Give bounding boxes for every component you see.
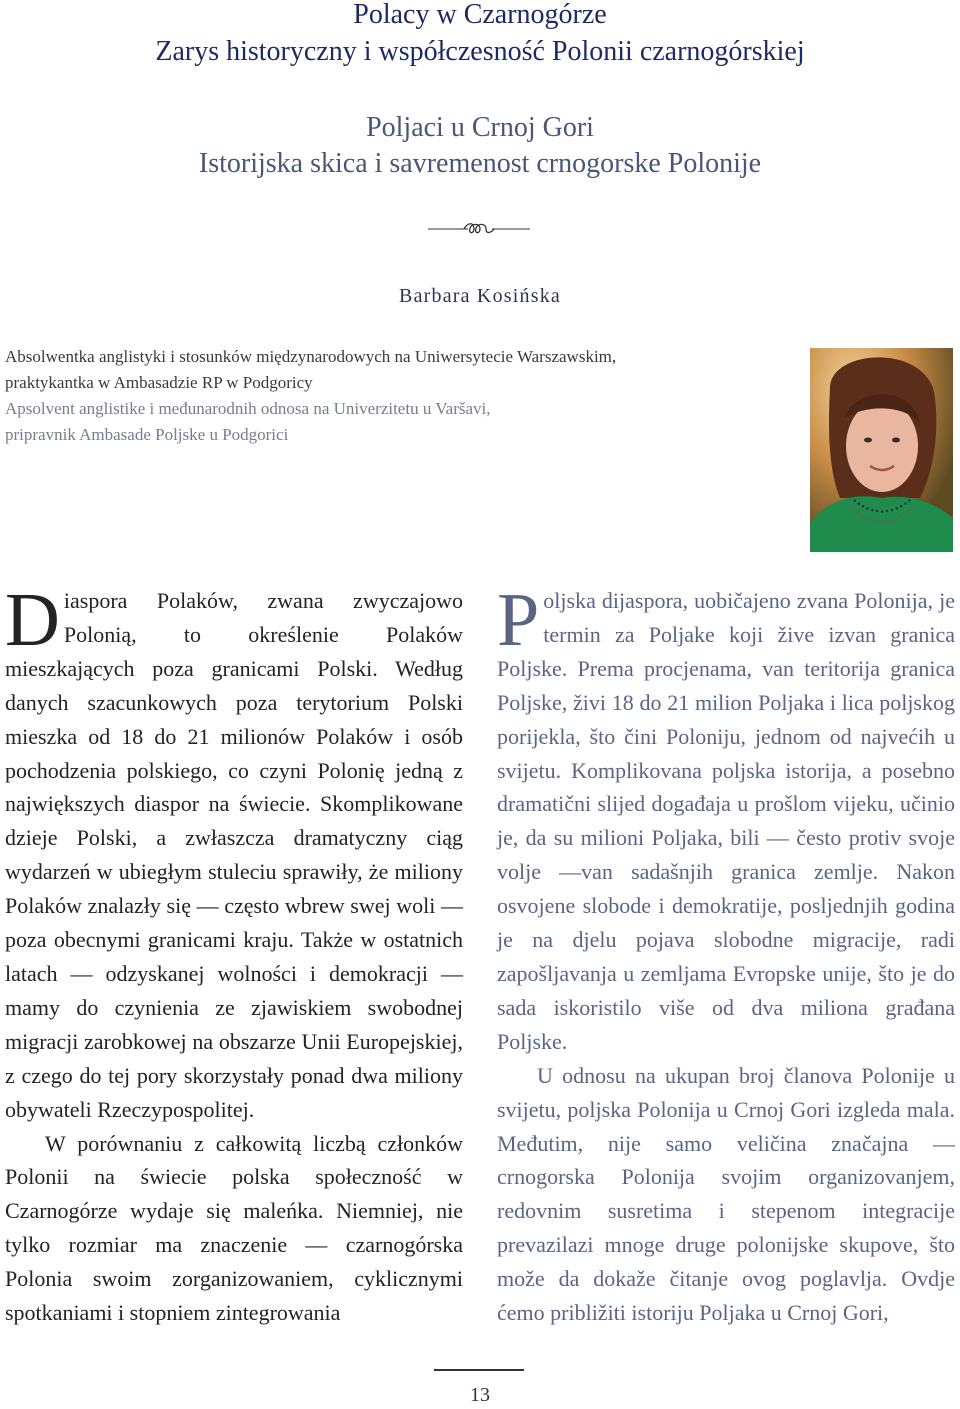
- affiliation-polish-line2: praktykantka w Ambasadzie RP w Podgoricy: [5, 373, 313, 392]
- author-photo: [810, 348, 953, 552]
- column-polish: [5, 578, 463, 1330]
- dropcap-polish: D: [5, 578, 60, 662]
- author-portrait-illustration: [810, 348, 953, 552]
- paragraph-polish-1-text: iaspora Polaków, zwana zwyczajowo Polonią, to określenie Polaków mieszkających poza granicami Polski. Według danych szacunkowych poza terytorium Polski mieszka od 18 do 21 milionów Polaków i osób pochodzenia polskiego, co czyni Polonię jedną z największych diaspor na świecie. Skomplikowane dzieje Polski, a zwłaszcza dramatyczny ciąg wydarzeń w ubiegłym stuleciu sprawiły, że miliony Polaków znalazły się — często wbrew swej woli — poza obecnymi granicami kraju. Także w ostatnich latach — odzyskanej wolności i demokracji — mamy do czynienia ze zjawiskiem swobodnej migracji zarobkowej na obszarze Unii Europejskiej, z czego do tej pory skorzystały ponad dwa miliony obywateli Rzeczypospolitej.: [5, 588, 463, 1122]
- paragraph-montenegrin-1: [497, 578, 955, 1059]
- author-name: Barbara Kosińska: [399, 285, 561, 307]
- title-montenegrin-line2: Istorijska skica i savremenost crnogorske Polonije: [198, 148, 762, 179]
- paragraph-montenegrin-2: U odnosu na ukupan broj članova Polonije u svijetu, poljska Polonija u Crnoj Gori izgleda mala. Međutim, nije samo veličina značajna — crnogorska Polonija svojim organizovanjem, redovnim susretima i stepenom integracije prevazilazi mnoge druge polonijske skupove, što može da dokaže čitanje ovog poglavlja. Ovdje ćemo približiti istoriju Poljaka u Crnoj Gori,: [497, 1062, 955, 1326]
- affiliation-montenegrin-line2: pripravnik Ambasade Poljske u Podgorici: [5, 425, 289, 444]
- title-montenegrin-line1: Poljaci u Crnoj Gori: [366, 112, 594, 143]
- paragraph-polish-2: W porównaniu z całkowitą liczbą członków Polonii na świecie polska społeczność w Czarnogórze wydaje się maleńka. Niemniej, nie tylko rozmiar ma znaczenie — czarnogórska Polonia swoim zorganizowaniem, cyklicznymi spotkaniami i stopniem zintegrowania: [5, 1130, 463, 1326]
- dropcap-montenegrin: P: [497, 578, 540, 662]
- title-polish-line2: Zarys historyczny i współczesność Polonii czarnogórskiej: [155, 36, 805, 67]
- author-affiliation: [5, 344, 765, 448]
- page-number: 13: [470, 1384, 490, 1406]
- affiliation-polish-line1: Absolwentka anglistyki i stosunków międzynarodowych na Uniwersytecie Warszawskim,: [5, 347, 617, 366]
- paragraph-montenegrin-1-text: oljska dijaspora, uobičajeno zvana Polonija, je termin za Poljake koji žive izvan granica Poljske. Prema procjenama, van teritorija granica Poljske, živi 18 do 21 milion Poljaka i lica poljskog porijekla, što čini Poloniju, jednom od najvećih u svijetu. Komplikovana poljska istorija, a posebno dramatični slijed događaja u prošlom vijeku, učinio je, da su milioni Poljaka, bili — često protiv svoje volje —van sadašnjih granica zemlje. Nakon osvojene slobode i demokratije, posljednjih godina je na djelu pojava slobodne migracije, radi zapošljavanja u zemljama Evropske unije, što je do sada iskoristilo više od dva miliona građana Poljske.: [497, 588, 955, 1054]
- affiliation-montenegrin-line1: Apsolvent anglistike i međunarodnih odnosa na Univerzitetu u Varšavi,: [5, 399, 491, 418]
- paragraph-polish-1: [5, 578, 463, 1127]
- title-polish-line1: Polacy w Czarnogórze: [353, 0, 607, 30]
- column-montenegrin: [497, 578, 955, 1330]
- footer-rule: [434, 1369, 524, 1371]
- ornament-divider-icon: [428, 218, 530, 240]
